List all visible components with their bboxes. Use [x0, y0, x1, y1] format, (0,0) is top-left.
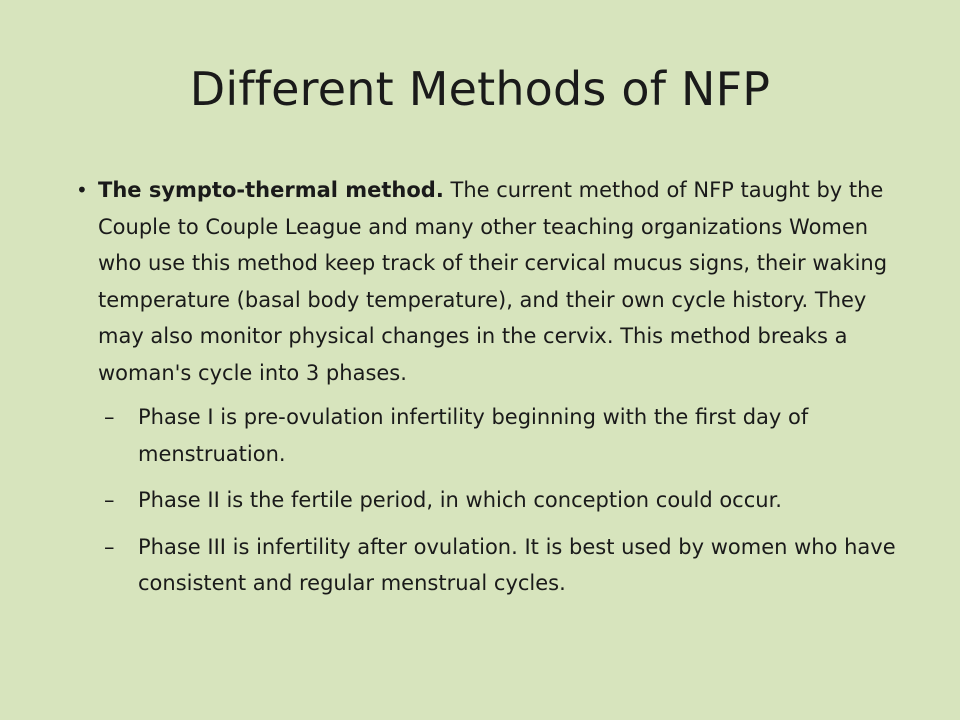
- sub-bullet-marker: –: [104, 488, 115, 512]
- sub-bullet-text: Phase III is infertility after ovulation. It is best used by women who have consistent and regular menstrual cycles.: [138, 534, 896, 595]
- sub-bullet-text: Phase II is the fertile period, in which conception could occur.: [138, 488, 782, 512]
- slide-title: Different Methods of NFP: [189, 62, 771, 116]
- bullet-body-text: The current method of NFP taught by the Couple to Couple League and many other teaching organizations Women who use this method keep track of their cervical mucus signs, their waking temperature (basal body temperature), and their own cycle history. They may also monitor physical changes in the cervix. This method breaks a woman's cycle into 3 phases.: [98, 178, 888, 385]
- sub-bullet-item: [104, 529, 906, 602]
- bullet-lead-text: The sympto-thermal method.: [98, 178, 444, 202]
- sub-bullet-marker: –: [104, 534, 115, 559]
- sub-bullet-item: [104, 482, 906, 519]
- bullet-marker: •: [76, 178, 88, 202]
- sub-bullet-text: Phase I is pre-ovulation infertility beginning with the first day of menstruation.: [138, 405, 809, 466]
- sub-bullet-item: [104, 399, 906, 472]
- sub-bullet-list: [76, 399, 906, 602]
- sub-bullet-marker: –: [104, 405, 115, 429]
- bullet-item: [76, 172, 906, 391]
- slide-content: [76, 172, 906, 612]
